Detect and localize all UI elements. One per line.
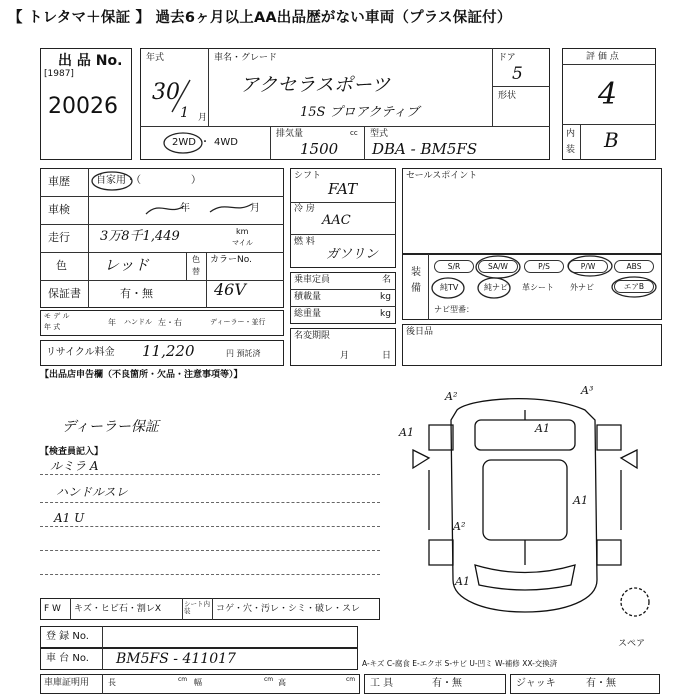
- passengers-label: 乗車定員: [294, 275, 331, 285]
- damage-mark-left-rear: A²: [453, 520, 466, 533]
- inspector-line-1: ルミラ A: [50, 459, 99, 473]
- year-label: 年式: [146, 53, 165, 63]
- damage-mark-front-right: A³: [581, 384, 594, 397]
- equip-ext-navi: 外ナビ: [570, 283, 594, 292]
- equipment-circles: [430, 250, 662, 300]
- shift-label: シフト: [294, 171, 322, 181]
- interior-label-1: 内: [566, 129, 576, 139]
- deadline-month: 月: [340, 351, 350, 361]
- seat-options: コゲ・穴・汚レ・シミ・破レ・スレ: [216, 604, 361, 614]
- cert-label: 車庫証明用: [44, 678, 90, 688]
- model-row-label-1: モ デ ル: [44, 312, 70, 320]
- equip-ps: P/S: [524, 260, 564, 273]
- ac-value: AAC: [322, 213, 351, 228]
- color-label: 色: [56, 259, 67, 272]
- registration-label: 登 録 No.: [46, 631, 89, 642]
- interior-value: B: [604, 128, 619, 152]
- later-items-frame: [402, 324, 662, 366]
- inspection-month: 月: [250, 203, 260, 214]
- navi-model-label: ナビ型番：: [434, 305, 474, 314]
- handle-options: 左・右: [158, 318, 182, 327]
- month-unit: 月: [198, 113, 208, 123]
- seller-notes-label: 【出品店申告欄（不良箇所・欠品・注意事項等）】: [40, 370, 243, 380]
- color-change-1: 色: [192, 255, 200, 264]
- displacement-value: 1500: [300, 140, 339, 158]
- score-value: 4: [598, 77, 618, 112]
- header-title: 【 トレタマ＋保証 】 過去6ヶ月以上AA出品歴がない車両（プラス保証付）: [8, 10, 512, 26]
- model-row-year-unit: 年: [108, 318, 116, 327]
- mileage-mile: マイル: [232, 239, 253, 247]
- mileage-label: 走行: [48, 231, 70, 244]
- cert-height: 高: [278, 678, 286, 687]
- lot-sub-label: [1987]: [44, 69, 74, 79]
- slash-mark: [158, 76, 198, 116]
- history-options: 自家用・（ ）: [96, 175, 201, 186]
- car-name: アクセラスポーツ: [240, 74, 391, 96]
- equipment-label-1: 装: [411, 267, 421, 278]
- shift-value: FAT: [328, 180, 358, 198]
- doors-label: ドア: [498, 53, 516, 63]
- month-value: 1: [180, 105, 189, 121]
- seat-label: シート内装: [184, 600, 210, 615]
- damage-mark-left-front: A1: [399, 426, 414, 439]
- chassis-label: 車 台 No.: [46, 653, 89, 664]
- recycle-value: 11,220: [142, 342, 195, 360]
- sales-point-label: セールスポイント: [406, 171, 478, 181]
- damage-mark-hood: A1: [535, 422, 550, 435]
- warranty-label: 保証書: [48, 287, 81, 300]
- inspector-line-2: ハンドルスレ: [56, 485, 128, 499]
- dealer-label: ディーラー・並行: [210, 318, 266, 326]
- equip-abs: ABS: [614, 260, 654, 273]
- car-grade: 15S プロアクティブ: [300, 105, 420, 120]
- equip-tv: 純TV: [440, 283, 459, 292]
- load-label: 積載量: [294, 292, 322, 302]
- load-unit: kg: [380, 292, 391, 302]
- cert-len: 長: [108, 678, 116, 687]
- drive-sep: ・: [200, 137, 210, 148]
- equip-airbag: エアB: [614, 280, 654, 293]
- car-name-label: 車名・グレード: [214, 53, 278, 63]
- equip-navi: 純ナビ: [484, 283, 508, 292]
- chassis-value: BM5FS - 411017: [116, 651, 236, 667]
- recycle-label: リサイクル料金: [46, 347, 115, 358]
- fw-label: F W: [44, 604, 61, 614]
- year-value: 30: [152, 80, 180, 105]
- color-value: レッド: [104, 256, 149, 274]
- drive-circle: [162, 130, 204, 156]
- lot-number: 20026: [48, 94, 118, 119]
- inspector-line-3: A1 U: [54, 511, 85, 525]
- warranty-options: 有・無: [120, 287, 153, 300]
- drive-4wd: 4WD: [214, 137, 238, 148]
- history-circle: [90, 170, 134, 192]
- damage-mark-rear: A1: [455, 575, 470, 588]
- color-no-value: 46V: [214, 280, 246, 299]
- deadline-label: 名変期限: [294, 331, 331, 341]
- gross-unit: kg: [380, 309, 391, 319]
- inspection-label: 車検: [48, 203, 70, 216]
- tools-options: 有・無: [432, 678, 462, 689]
- interior-label-2: 装: [566, 145, 576, 155]
- inspector-label: 【検査員記入】: [40, 447, 104, 457]
- equip-pw: P/W: [568, 260, 608, 273]
- seller-notes-handwritten: ディーラー保証: [62, 419, 159, 435]
- color-no-label: カラーNo.: [210, 255, 252, 265]
- spare-label: スペア: [618, 639, 646, 649]
- recycle-unit: 円 預託済: [226, 349, 261, 358]
- inspection-scribble: [140, 196, 260, 220]
- cert-width-unit: cm: [264, 676, 274, 683]
- ac-label: 冷 房: [294, 204, 315, 214]
- fuel-label: 燃 料: [294, 237, 315, 247]
- tools-label: 工 具: [370, 678, 394, 689]
- later-items-label: 後日品: [406, 327, 434, 337]
- deadline-day: 日: [382, 351, 392, 361]
- header-banner: [8, 6, 692, 28]
- inspection-year: 年: [180, 203, 190, 214]
- passengers-unit: 名: [382, 275, 392, 285]
- equipment-label-2: 備: [411, 283, 421, 294]
- mileage-km: km: [236, 227, 249, 236]
- cert-width: 幅: [194, 678, 202, 687]
- damage-mark-right-rear: A1: [573, 494, 588, 507]
- car-damage-diagram: [395, 380, 695, 655]
- fuel-value: ガソリン: [326, 247, 379, 262]
- equip-sr: S/R: [434, 260, 474, 273]
- cert-height-unit: cm: [346, 676, 356, 683]
- model-type-label: 型式: [370, 129, 389, 139]
- damage-mark-front-left: A²: [445, 390, 458, 403]
- equip-leather: 革シート: [522, 283, 554, 292]
- fw-options: キズ・ヒビ石・割レX: [74, 604, 161, 614]
- handle-label: ハンドル: [124, 318, 152, 326]
- model-type-value: DBA - BM5FS: [372, 140, 478, 158]
- shape-label: 形状: [498, 91, 517, 101]
- equip-saw: SA/W: [478, 260, 518, 273]
- displacement-label: 排気量: [276, 129, 304, 139]
- damage-legend: A-キズ C-腐食 E-エクボ S-サビ U-凹ミ W-補修 XX-交換済: [362, 659, 558, 668]
- jack-label: ジャッキ: [516, 678, 556, 689]
- model-row-label-2: 年 式: [44, 323, 61, 331]
- history-label: 車歴: [48, 175, 70, 188]
- doors-value: 5: [512, 64, 523, 84]
- gross-label: 総重量: [294, 309, 322, 319]
- cert-len-unit: cm: [178, 676, 188, 683]
- score-label: 評 価 点: [586, 52, 619, 62]
- color-change-2: 替: [192, 267, 200, 276]
- mileage-value: 3万8千1,449: [100, 229, 180, 244]
- displacement-unit: cc: [350, 129, 358, 137]
- lot-label: 出 品 No.: [58, 53, 123, 69]
- jack-options: 有・無: [586, 678, 616, 689]
- drive-2wd: 2WD: [172, 137, 196, 148]
